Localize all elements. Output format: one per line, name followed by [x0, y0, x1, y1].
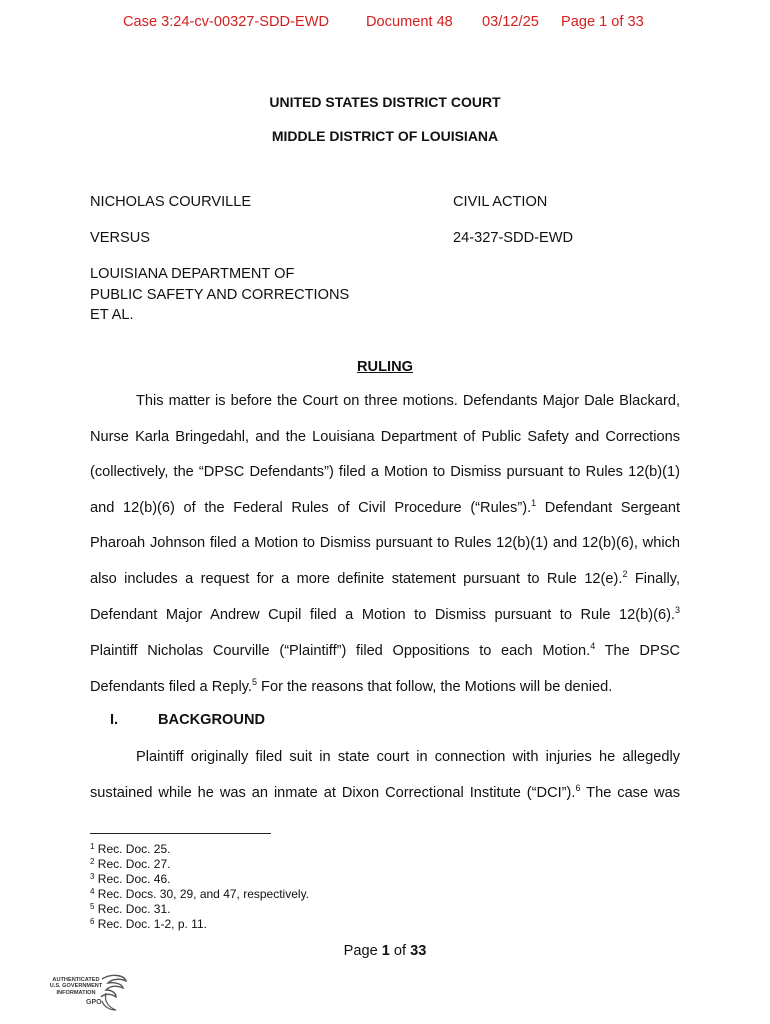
- gpo-mark: GPO: [86, 999, 102, 1006]
- document-number-stamp: Document 48: [366, 14, 453, 30]
- defendant-line: ET AL.: [90, 307, 134, 323]
- gpo-authentication-logo: [46, 973, 131, 1013]
- eagle-icon: [46, 973, 131, 1013]
- footnote: $^6$ Rec. Doc. 1-2, p. 11.: [90, 917, 207, 931]
- versus-label: VERSUS: [90, 230, 151, 246]
- logo-text: AUTHENTICATED U.S. GOVERNMENT INFORMATION: [49, 977, 103, 996]
- page-footer: Page 1 of 33: [343, 943, 427, 959]
- page-count-stamp: Page 1 of 33: [561, 14, 644, 30]
- docket-number: 24-327-SDD-EWD: [453, 230, 574, 246]
- footnote-ref[interactable]: 5: [251, 677, 257, 687]
- paragraph-line: Plaintiff Nicholas Courville (“Plaintiff”) filed Oppositions to each Motion.$^4$ The DPSC: [90, 641, 680, 659]
- case-header: [0, 14, 770, 34]
- footnote-ref[interactable]: 2: [622, 569, 628, 579]
- section-heading: BACKGROUND: [158, 712, 266, 728]
- defendant-line: LOUISIANA DEPARTMENT OF: [90, 266, 295, 282]
- footnote: $^2$ Rec. Doc. 27.: [90, 857, 171, 871]
- footnote: $^5$ Rec. Doc. 31.: [90, 902, 171, 916]
- defendant-name: [90, 264, 349, 326]
- defendant-line: PUBLIC SAFETY AND CORRECTIONS: [90, 286, 350, 303]
- footnote: $^4$ Rec. Docs. 30, 29, and 47, respectively.: [90, 887, 310, 901]
- paragraph-line: (collectively, the “DPSC Defendants”) filed a Motion to Dismiss pursuant to Rules 12(b)(1): [90, 464, 680, 480]
- filing-date-stamp: 03/12/25: [482, 14, 539, 30]
- footnote-ref[interactable]: 1: [531, 498, 537, 508]
- paragraph-line: Pharoah Johnson filed a Motion to Dismiss pursuant to Rules 12(b)(1) and 12(b)(6), which: [90, 535, 680, 551]
- footnote: $^1$ Rec. Doc. 25.: [90, 842, 171, 856]
- paragraph-line: also includes a request for a more definite statement pursuant to Rule 12(e).$^2$ Finally,: [90, 569, 681, 587]
- paragraph-line: Defendant Major Andrew Cupil filed a Motion to Dismiss pursuant to Rule 12(b)(6).$^3$: [90, 605, 680, 623]
- footnote-ref[interactable]: 6: [575, 783, 581, 793]
- footnote-ref[interactable]: 3: [674, 605, 680, 615]
- court-name: UNITED STATES DISTRICT COURT: [269, 94, 501, 110]
- paragraph-line: Plaintiff originally filed suit in state court in connection with injuries he allegedly: [136, 749, 680, 765]
- footnote-divider: [90, 833, 271, 834]
- paragraph-line: Defendants filed a Reply.$^5$ For the reasons that follow, the Motions will be denied.: [90, 677, 613, 695]
- footnote-ref[interactable]: 4: [590, 641, 596, 651]
- paragraph-line: and 12(b)(6) of the Federal Rules of Civil Procedure (“Rules”).$^1$ Defendant Sergeant: [90, 498, 680, 516]
- civil-action-label: CIVIL ACTION: [453, 194, 548, 210]
- plaintiff-name: NICHOLAS COURVILLE: [90, 194, 252, 210]
- page-current: 1: [381, 943, 390, 959]
- ruling-title: RULING: [357, 359, 413, 375]
- case-number-stamp: Case 3:24-cv-00327-SDD-EWD: [123, 14, 330, 30]
- footnote: $^3$ Rec. Doc. 46.: [90, 872, 171, 886]
- paragraph-line: Nurse Karla Bringedahl, and the Louisiana Department of Public Safety and Corrections: [90, 429, 680, 445]
- paragraph-line: sustained while he was an inmate at Dixon Correctional Institute (“DCI”).$^6$ The case was: [90, 783, 681, 801]
- section-number: I.: [110, 712, 119, 728]
- court-district: MIDDLE DISTRICT OF LOUISIANA: [271, 128, 499, 144]
- page-total: 33: [410, 943, 427, 959]
- paragraph-line: This matter is before the Court on three motions. Defendants Major Dale Blackard,: [136, 393, 680, 409]
